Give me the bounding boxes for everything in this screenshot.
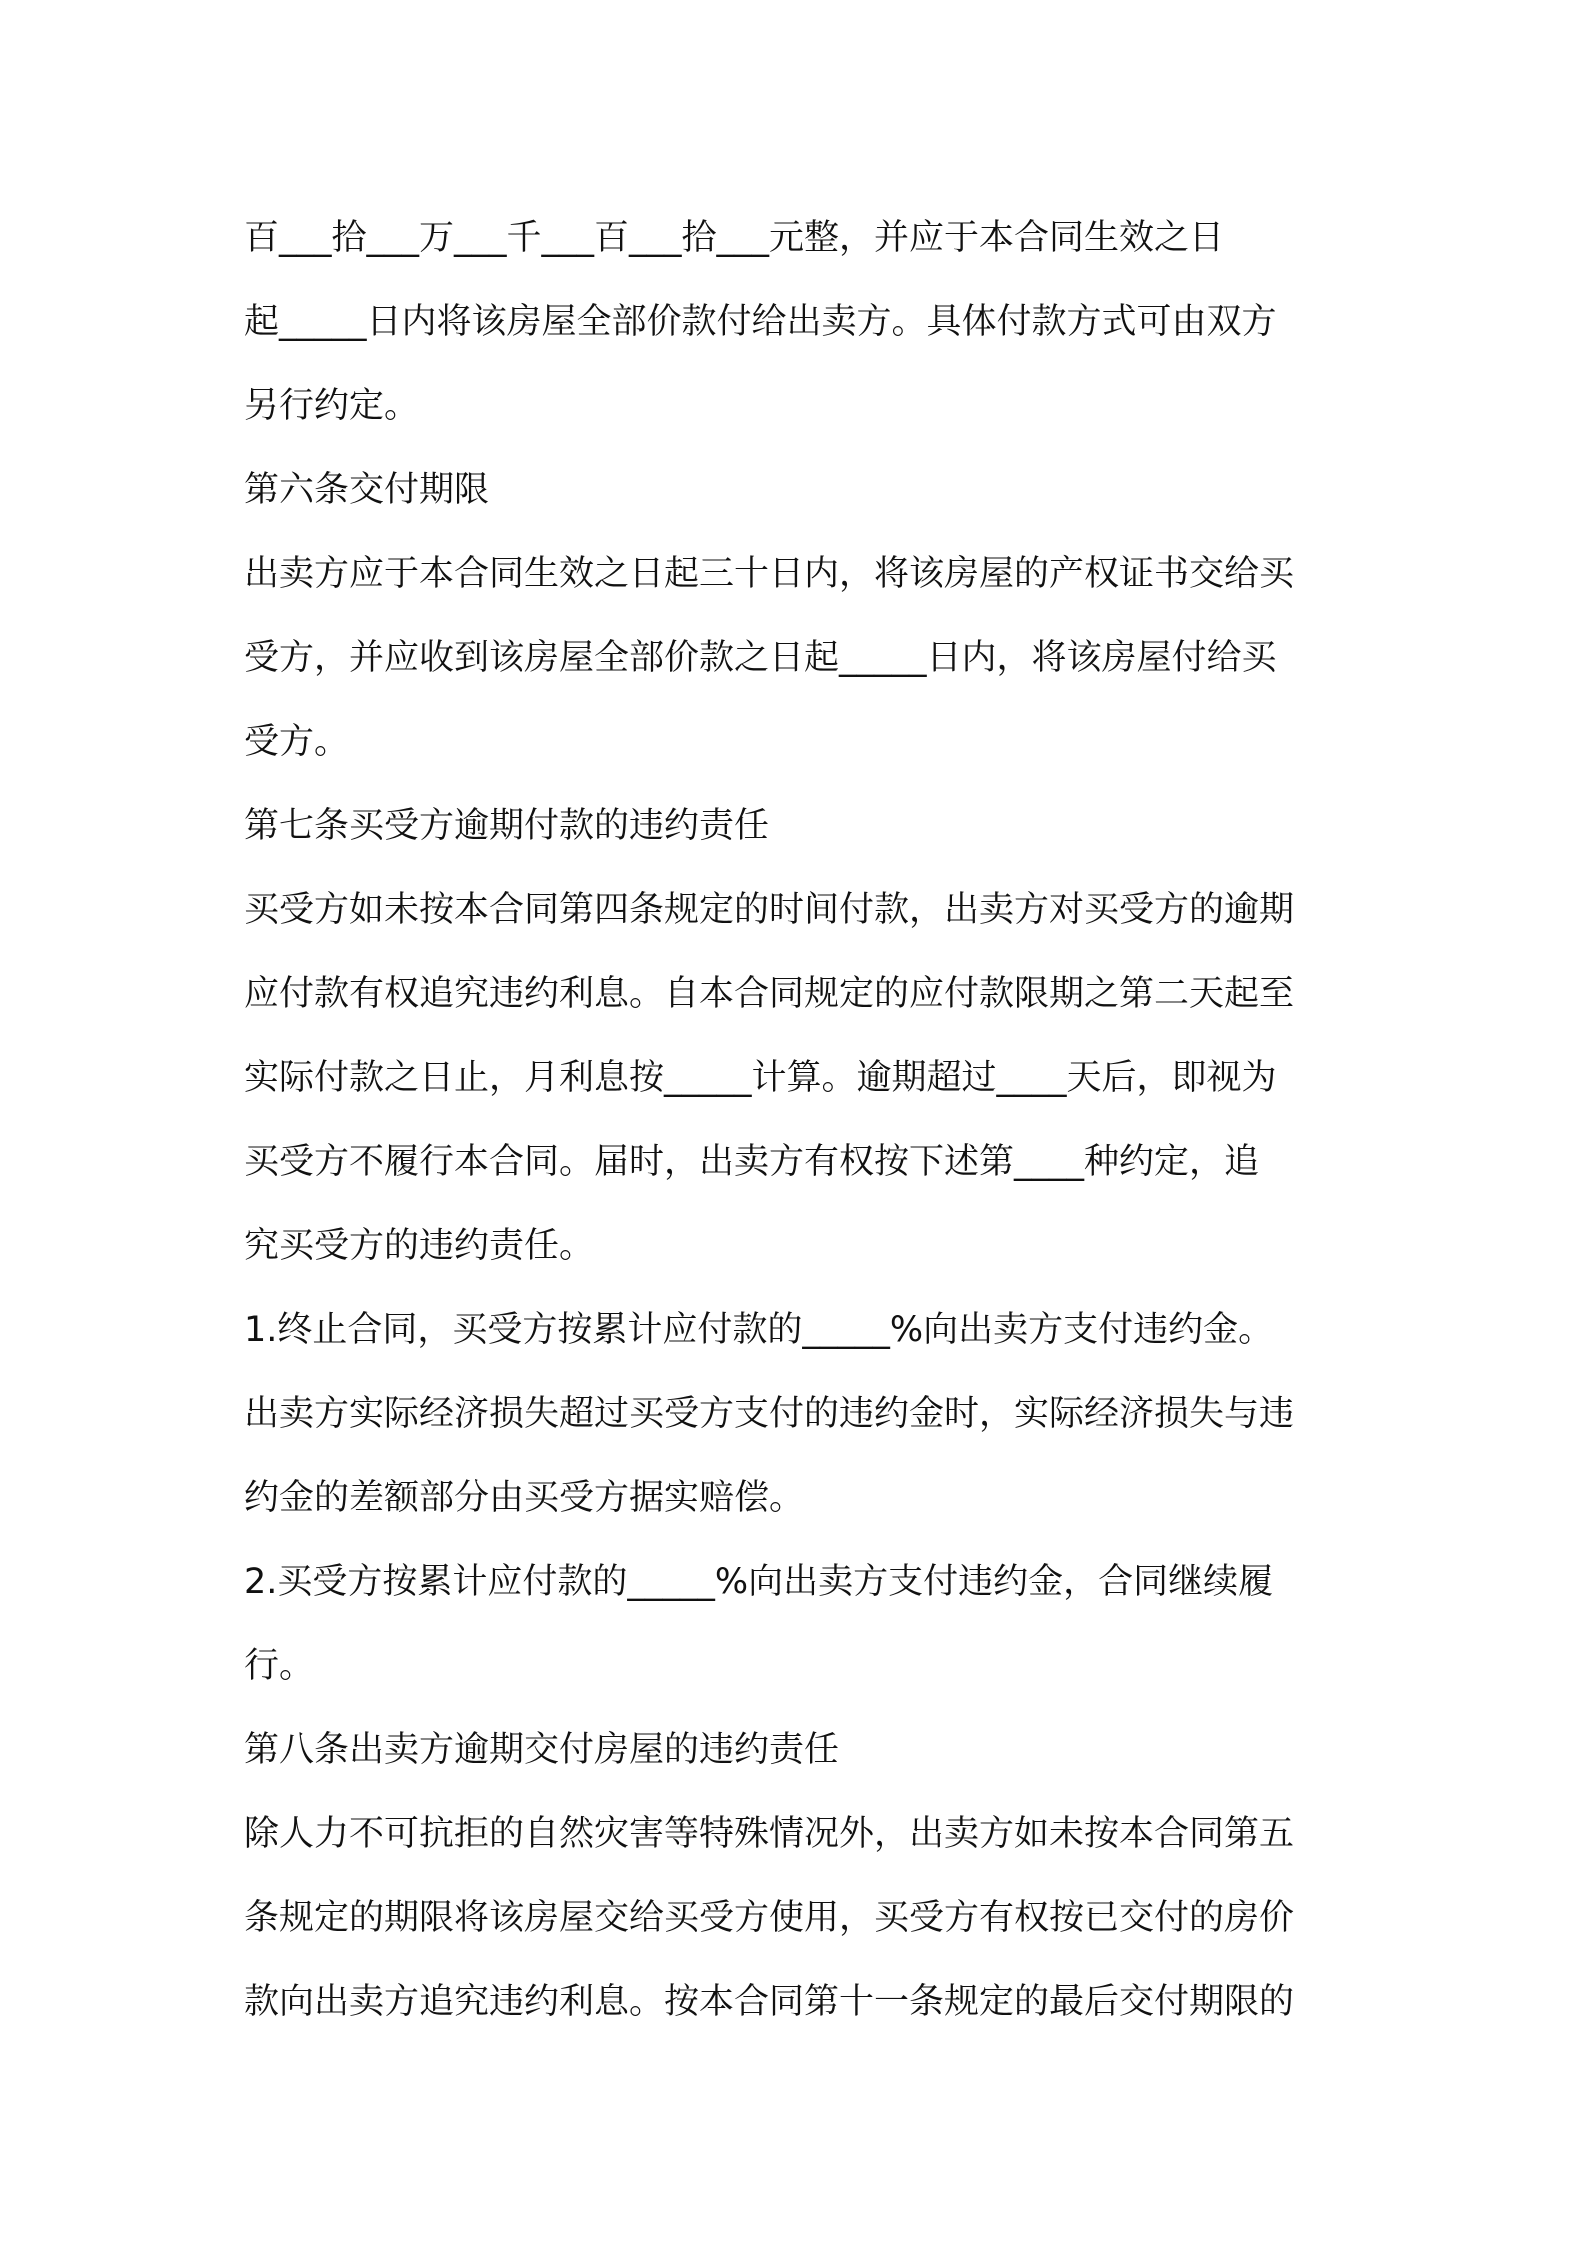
text-line: 行。 [244, 1646, 315, 1686]
text-line: 款向出卖方追究违约利息。按本合同第十一条规定的最后交付期限的 [244, 1982, 1295, 2022]
text-line: 实际付款之日止，月利息按_____计算。逾期超过____天后，即视为 [244, 1058, 1277, 1098]
text-line: 受方。 [244, 722, 350, 762]
text-line: 除人力不可抗拒的自然灾害等特殊情况外，出卖方如未按本合同第五 [244, 1814, 1295, 1854]
text-line: 出卖方应于本合同生效之日起三十日内，将该房屋的产权证书交给买 [244, 554, 1295, 594]
text-line: 买受方如未按本合同第四条规定的时间付款，出卖方对买受方的逾期 [244, 890, 1295, 930]
section-heading: 第七条买受方逾期付款的违约责任 [244, 806, 770, 846]
text-line: 应付款有权追究违约利息。自本合同规定的应付款限期之第二天起至 [244, 974, 1295, 1014]
text-line: 约金的差额部分由买受方据实赔偿。 [244, 1478, 805, 1518]
text-line: 究买受方的违约责任。 [244, 1226, 595, 1266]
list-item: 1.终止合同，买受方按累计应付款的_____%向出卖方支付违约金。 [244, 1310, 1274, 1350]
text-line: 受方，并应收到该房屋全部价款之日起_____日内，将该房屋付给买 [244, 638, 1277, 678]
document-body [244, 196, 1364, 2044]
text-line: 买受方不履行本合同。届时，出卖方有权按下述第____种约定，追 [244, 1142, 1260, 1182]
list-item: 2.买受方按累计应付款的_____%向出卖方支付违约金，合同继续履 [244, 1562, 1274, 1602]
section-heading: 第八条出卖方逾期交付房屋的违约责任 [244, 1730, 840, 1770]
text-line: 条规定的期限将该房屋交给买受方使用，买受方有权按已交付的房价 [244, 1898, 1295, 1938]
section-heading: 第六条交付期限 [244, 470, 490, 510]
text-line: 出卖方实际经济损失超过买受方支付的违约金时，实际经济损失与违 [244, 1394, 1295, 1434]
text-line: 另行约定。 [244, 386, 420, 426]
text-line: 百___拾___万___千___百___拾___元整，并应于本合同生效之日 [244, 218, 1225, 258]
text-line: 起_____日内将该房屋全部价款付给出卖方。具体付款方式可由双方 [244, 302, 1277, 342]
